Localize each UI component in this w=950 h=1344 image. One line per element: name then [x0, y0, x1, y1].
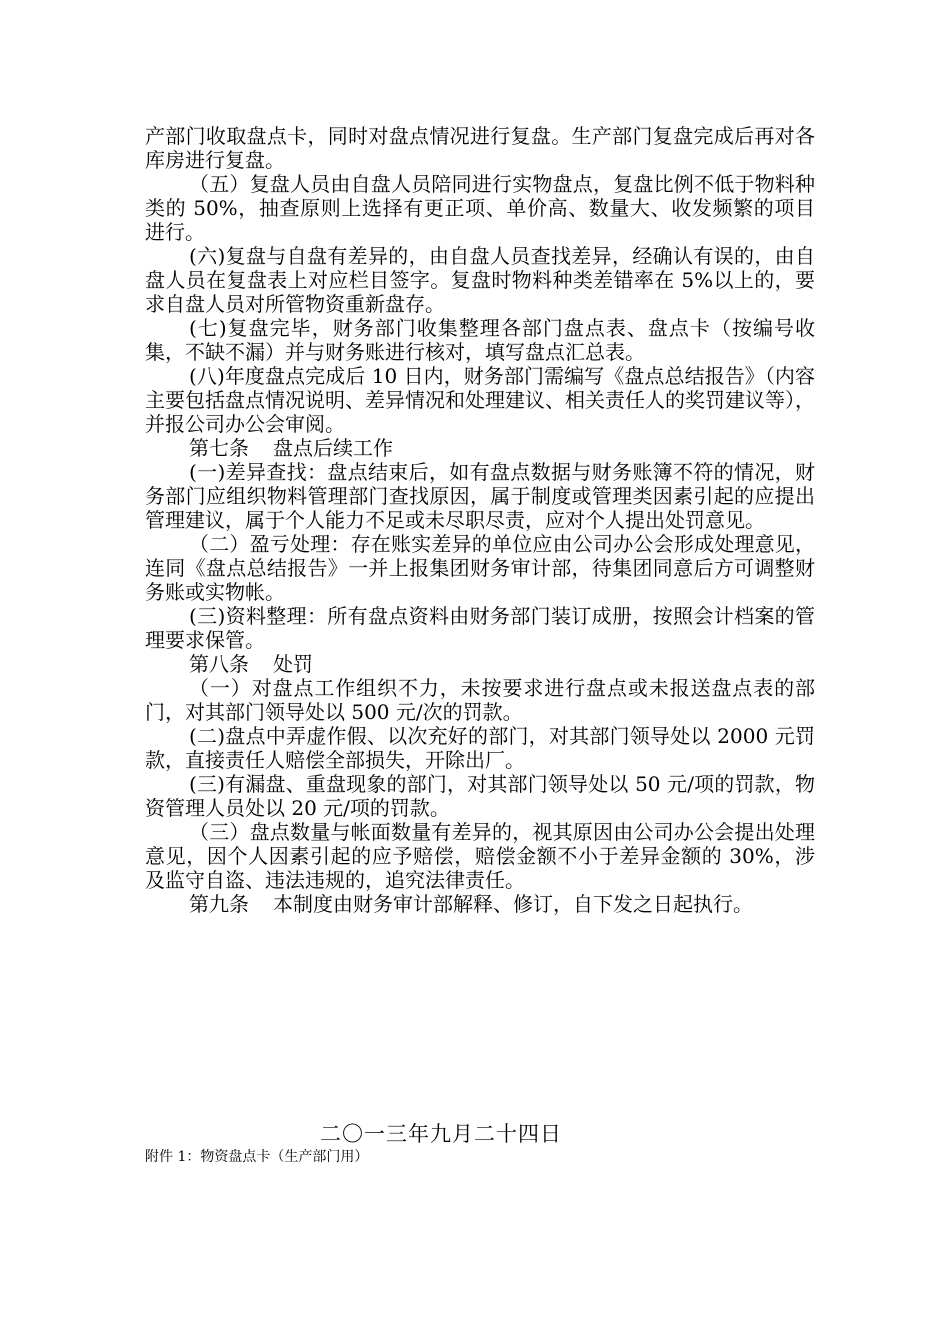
document-body	[145, 124, 815, 916]
article-7-title: 盘点后续工作	[273, 436, 393, 460]
article-8-item-2: (二)盘点中弄虚作假、以次充好的部门，对其部门领导处以 2000 元罚款，直接责任人赔偿全部损失，开除出厂。	[145, 724, 815, 772]
article-7-number: 第七条	[189, 436, 249, 460]
article-8-item-3: (三)有漏盘、重盘现象的部门，对其部门领导处以 50 元/项的罚款，物资管理人员处以 20 元/项的罚款。	[145, 772, 815, 820]
article-7-item-3: (三)资料整理：所有盘点资料由财务部门装订成册，按照会计档案的管理要求保管。	[145, 604, 815, 652]
article-8-number: 第八条	[189, 652, 249, 676]
paragraph-item-5: （五）复盘人员由自盘人员陪同进行实物盘点，复盘比例不低于物料种类的 50%，抽查原则上选择有更正项、单价高、数量大、收发频繁的项目进行。	[145, 172, 815, 244]
article-7-heading	[145, 436, 815, 460]
article-8-heading	[145, 652, 815, 676]
article-9	[145, 892, 815, 916]
attachment-caption: 附件 1：物资盘点卡（生产部门用）	[145, 1149, 369, 1165]
paragraph-item-7: (七)复盘完毕，财务部门收集整理各部门盘点表、盘点卡（按编号收集，不缺不漏）并与财务账进行核对，填写盘点汇总表。	[145, 316, 815, 364]
article-7-item-2: （二）盈亏处理：存在账实差异的单位应由公司办公会形成处理意见，连同《盘点总结报告》一并上报集团财务审计部，待集团同意后方可调整财务账或实物帐。	[145, 532, 815, 604]
article-8-item-4: （三）盘点数量与帐面数量有差异的，视其原因由公司办公会提出处理意见，因个人因素引起的应予赔偿，赔偿金额不小于差异金额的 30%，涉及监守自盗、违法违规的，追究法律责任。	[145, 820, 815, 892]
article-9-number: 第九条	[189, 892, 249, 916]
article-8-item-1: （一）对盘点工作组织不力，未按要求进行盘点或未报送盘点表的部门，对其部门领导处以 500 元/次的罚款。	[145, 676, 815, 724]
article-8-title: 处罚	[273, 652, 313, 676]
article-7-item-1: (一)差异查找：盘点结束后，如有盘点数据与财务账簿不符的情况，财务部门应组织物料管理部门查找原因，属于制度或管理类因素引起的应提出管理建议，属于个人能力不足或未尽职尽责，应对个人提出处罚意见。	[145, 460, 815, 532]
paragraph-item-6: (六)复盘与自盘有差异的，由自盘人员查找差异，经确认有误的，由自盘人员在复盘表上对应栏目签字。复盘时物料种类差错率在 5%以上的，要求自盘人员对所管物资重新盘存。	[145, 244, 815, 316]
document-date: 二〇一三年九月二十四日	[320, 1122, 562, 1146]
paragraph-item-8: (八)年度盘点完成后 10 日内，财务部门需编写《盘点总结报告》（内容主要包括盘点情况说明、差异情况和处理建议、相关责任人的奖罚建议等），并报公司办公会审阅。	[145, 364, 815, 436]
article-9-text: 本制度由财务审计部解释、修订，自下发之日起执行。	[273, 892, 753, 916]
paragraph-continuation: 产部门收取盘点卡，同时对盘点情况进行复盘。生产部门复盘完成后再对各库房进行复盘。	[145, 124, 815, 172]
